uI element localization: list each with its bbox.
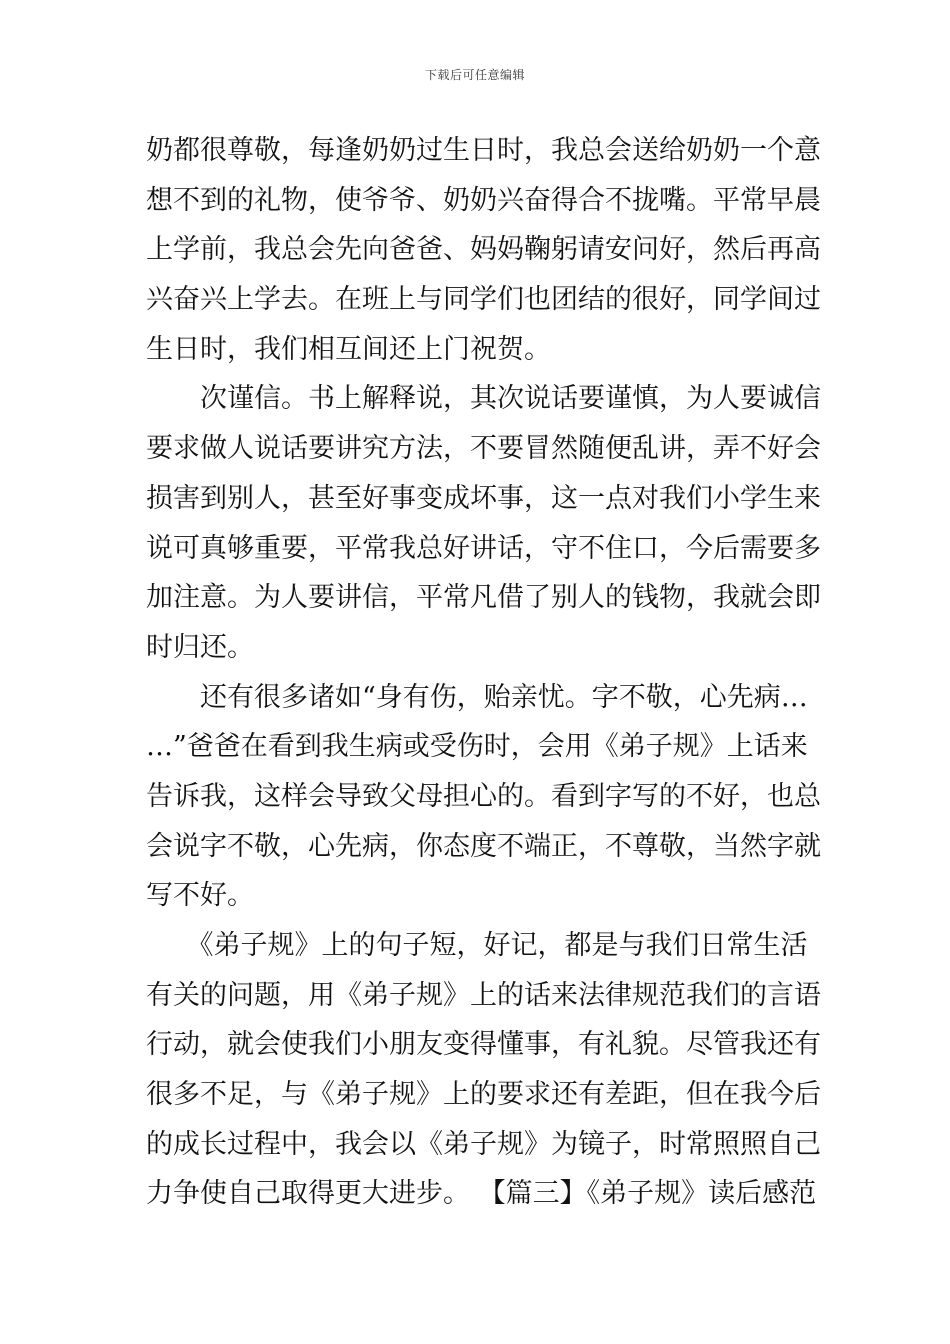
text-line: 的成长过程中，我会以《弟子规》为镜子，时常照照自己: [146, 1128, 821, 1160]
text-line: 时归还。: [146, 631, 254, 663]
body-text: [146, 126, 821, 1219]
text-line: 《弟子规》上的句子短，好记，都是与我们日常生活: [146, 930, 808, 961]
text-line: 还有很多诸如“身有伤，贻亲忧。字不敬，心先病…: [146, 681, 808, 713]
text-line: 次谨信。书上解释说，其次说话要谨慎，为人要诚信: [146, 383, 821, 415]
text-line: …”爸爸在看到我生病或受伤时，会用《弟子规》上话来: [146, 731, 808, 763]
text-line: 奶都很尊敬，每逢奶奶过生日时，我总会送给奶奶一个意: [146, 135, 821, 166]
text-line: 损害到别人，甚至好事变成坏事，这一点对我们小学生来: [146, 482, 821, 514]
text-line: 加注意。为人要讲信，平常凡借了别人的钱物，我就会即: [146, 582, 821, 614]
text-line: 行动，就会使我们小朋友变得懂事，有礼貌。尽管我还有: [146, 1029, 821, 1061]
text-line: 说可真够重要，平常我总好讲话，守不住口，今后需要多: [146, 532, 821, 564]
text-line: 写不好。: [146, 880, 254, 912]
text-line: 会说字不敬，心先病，你态度不端正，不尊敬，当然字就: [146, 830, 821, 862]
text-line: 上学前，我总会先向爸爸、妈妈鞠躬请安问好，然后再高: [146, 234, 821, 266]
text-line: 告诉我，这样会导致父母担心的。看到字写的不好，也总: [146, 780, 821, 812]
text-line: 要求做人说话要讲究方法，不要冒然随便乱讲，弄不好会: [146, 433, 821, 465]
text-line: 生日时，我们相互间还上门祝贺。: [146, 333, 551, 365]
text-line: 兴奋兴上学去。在班上与同学们也团结的很好，同学间过: [146, 284, 821, 316]
text-line: 有关的问题，用《弟子规》上的话来法律规范我们的言语: [146, 979, 821, 1011]
page-header: 下载后可任意编辑: [424, 68, 525, 82]
text-line: 很多不足，与《弟子规》上的要求还有差距，但在我今后: [146, 1079, 821, 1111]
text-line: 想不到的礼物，使爷爷、奶奶兴奋得合不拢嘴。平常早晨: [146, 184, 821, 216]
text-line: 力争使自己取得更大进步。 【篇三】《弟子规》读后感范: [146, 1178, 817, 1210]
